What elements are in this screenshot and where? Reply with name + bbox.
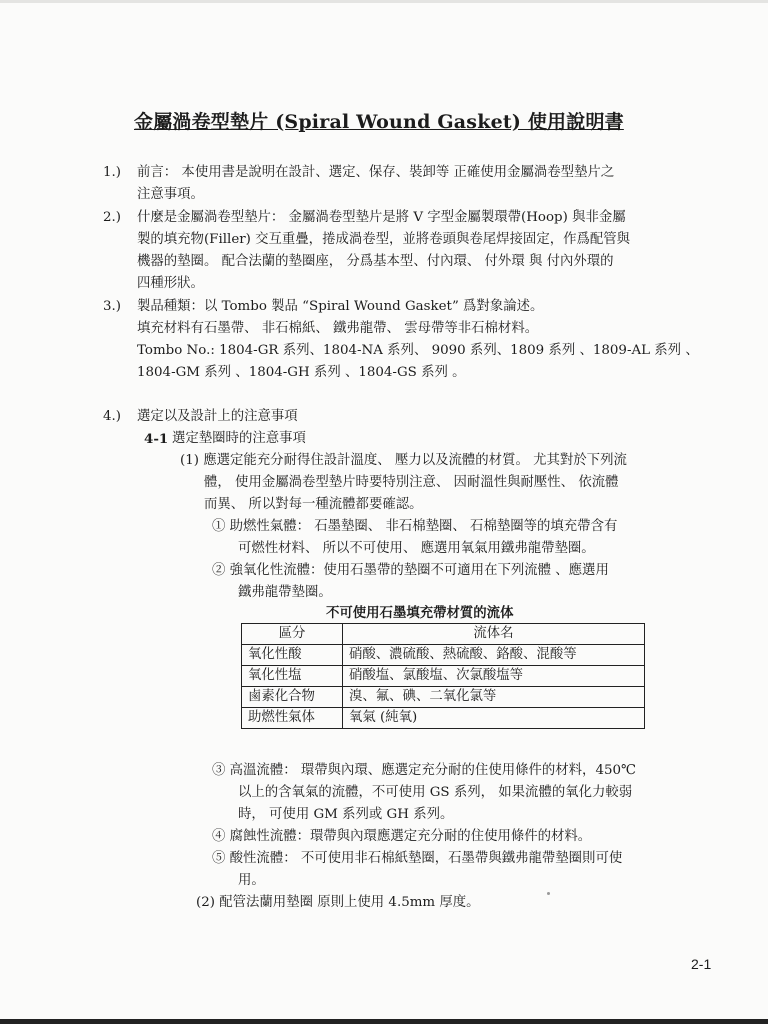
paragraph-1-line-1: (1) 應選定能充分耐得住設計溫度、 壓力以及流體的材質。 尤其對於下列流 [180, 453, 627, 468]
section-2-line-4: 四種形狀。 [137, 276, 204, 291]
section-3-line-3: Tombo No.: 1804-GR 系列、1804-NA 系列、 9090 系列、1809 系列 、1809-AL 系列 、 [137, 343, 699, 358]
item-5-line-2: 用。 [238, 873, 265, 888]
section-3-line-1: 製品種類：以 Tombo 製品 “Spiral Wound Gasket” 爲對象論述。 [137, 299, 544, 314]
item-1-line-1: ① 助燃性氣體： 石墨墊圈、 非石棉墊圈、 石棉墊圈等的填充帶含有 [212, 519, 618, 534]
section-4-number: 4.) [103, 409, 122, 424]
paragraph-1-line-2: 體， 使用金屬渦卷型墊片時要特別注意、 因耐溫性與耐壓性、 依流體 [204, 475, 619, 490]
section-1-line-2: 注意事項。 [137, 187, 204, 202]
item-3-line-2: 以上的含氧氣的流體，不可使用 GS 系列， 如果流體的氧化力較弱 [238, 785, 633, 800]
paragraph-1-line-3: 而異、 所以對每一種流體都要確認。 [204, 497, 423, 512]
paragraph-2-line-1: (2) 配管法蘭用墊圈 原則上使用 4.5mm 厚度。 [196, 895, 480, 910]
section-4-heading: 選定以及設計上的注意事項 [137, 409, 298, 424]
table-row [242, 687, 645, 708]
item-3-line-1: ③ 高溫流體： 環帶與內環、應選定充分耐的住使用條件的材料，450℃ [212, 763, 636, 778]
table-cell: 氧化性塩 [242, 666, 343, 687]
section-3-line-4: 1804-GM 系列 、1804-GH 系列 、1804-GS 系列 。 [137, 365, 466, 380]
section-2-line-2: 製的填充物(Filler) 交互重疊，捲成渦卷型，並將卷頭與卷尾焊接固定，作爲配管與 [137, 232, 631, 247]
item-2-line-1: ② 強氧化性流體：使用石墨帶的墊圈不可適用在下列流體 、應選用 [212, 563, 609, 578]
table-header-cell: 流体名 [343, 624, 645, 645]
table-cell: 硝酸、濃硫酸、熱硫酸、鉻酸、混酸等 [343, 645, 645, 666]
section-3-line-2: 填充材料有石墨帶、 非石棉紙、 鐵弗龍帶、 雲母帶等非石棉材料。 [137, 321, 539, 336]
item-5-line-1: ⑤ 酸性流體： 不可使用非石棉紙墊圈，石墨帶與鐵弗龍帶墊圈則可使 [212, 851, 623, 866]
section-2-line-3: 機器的墊圈。 配合法蘭的墊圈座， 分爲基本型、付內環、 付外環 與 付內外環的 [137, 254, 614, 269]
page-number: 2-1 [691, 956, 712, 972]
section-2-number: 2.) [103, 210, 122, 225]
item-1-line-2: 可燃性材料、 所以不可使用、 應選用氧氣用鐵弗龍帶墊圈。 [238, 541, 595, 556]
table-row [242, 708, 645, 729]
table-caption: 不可使用石墨填充帶材質的流体 [326, 605, 514, 621]
section-1-number: 1.) [103, 165, 122, 180]
section-2-line-1: 什麼是金屬渦卷型墊片： 金屬渦卷型墊片是將 V 字型金屬製環帶(Hoop) 與非金屬 [137, 210, 626, 225]
scan-speck [547, 892, 550, 895]
table-row [242, 666, 645, 687]
document-title: 金屬渦卷型墊片 (Spiral Wound Gasket) 使用說明書 [134, 111, 624, 133]
table-cell: 溴、氟、碘、二氧化氯等 [343, 687, 645, 708]
subsection-4-1-title: 選定墊圈時的注意事項 [172, 431, 306, 446]
table-header-cell: 區分 [242, 624, 343, 645]
table-cell: 助燃性氣体 [242, 708, 343, 729]
subsection-4-1-number: 4-1 [144, 431, 169, 447]
scan-edge-bottom [0, 1019, 768, 1024]
fluid-table [241, 623, 645, 729]
table-cell: 鹵素化合物 [242, 687, 343, 708]
scan-edge-top [0, 0, 768, 3]
table-cell: 氧氣 (純氧) [343, 708, 645, 729]
item-3-line-3: 時， 可使用 GM 系列或 GH 系列。 [238, 807, 454, 822]
table-row [242, 645, 645, 666]
item-4-line-1: ④ 腐蝕性流體：環帶與內環應選定充分耐的住使用條件的材料。 [212, 829, 592, 844]
item-2-line-2: 鐵弗龍帶墊圈。 [238, 585, 332, 600]
table-cell: 硝酸塩、氯酸塩、次氯酸塩等 [343, 666, 645, 687]
table-cell: 氧化性酸 [242, 645, 343, 666]
table-header-row [242, 624, 645, 645]
section-1-line-1: 前言： 本使用書是說明在設計、選定、保存、裝卸等 正確使用金屬渦卷型墊片之 [137, 165, 615, 180]
section-3-number: 3.) [103, 299, 122, 314]
